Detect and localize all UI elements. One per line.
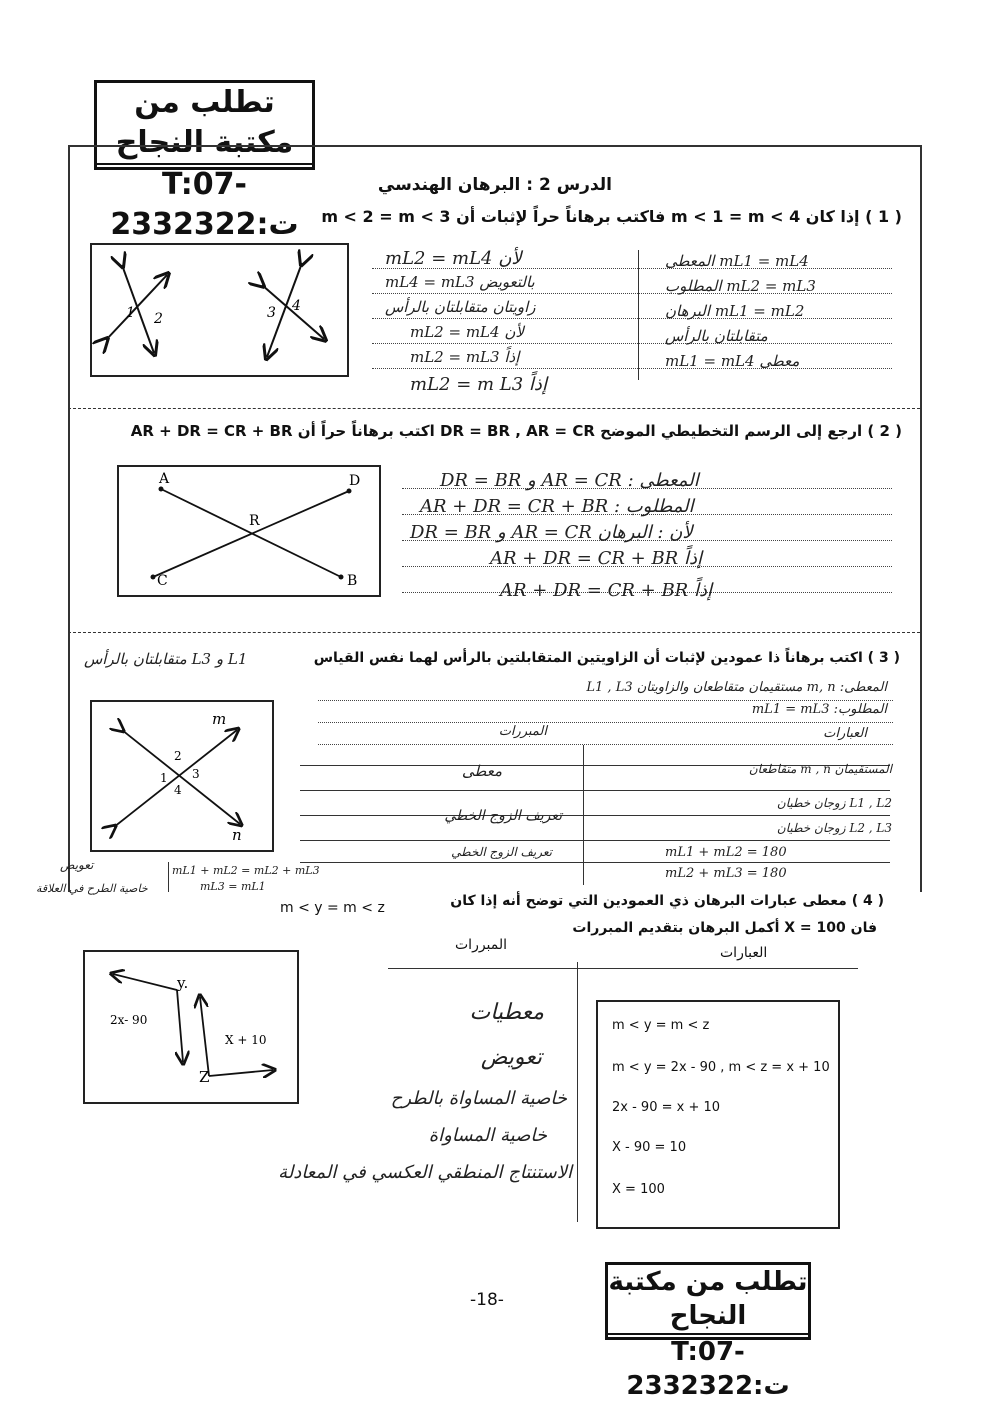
q3-line: تعريف الزوج الخطي — [444, 808, 562, 824]
q4-prompt-line1: ( 4 ) معطى عبارات البرهان ذي العمودين التي توضح أنه إذا كان — [450, 893, 884, 909]
q1-answer-right: متقابلتان بالرأس — [665, 327, 768, 345]
q3-angle-2: 2 — [174, 749, 182, 763]
angle-label-3: 3 — [267, 305, 276, 321]
q1-dotline — [372, 318, 892, 319]
q3-angle-3: 3 — [192, 767, 200, 781]
q4-reason: معطيات — [469, 1000, 544, 1025]
stamp-phone: T:07-2332322:ت — [110, 167, 299, 242]
q3-line: mL2 + mL3 = 180 — [665, 866, 787, 881]
point-R: R — [249, 513, 260, 529]
q4-reason: خاصية المساواة بالطرح — [390, 1088, 567, 1109]
q3-line: L2 , L3 زوجان خطيان — [776, 821, 892, 835]
q4-statement: m < y = m < z — [612, 1018, 710, 1033]
point-C: C — [157, 573, 168, 589]
q2-answer: AR + DR = CR + BR إذاً — [490, 548, 702, 569]
q3-line: L1 , L2 زوجان خطيان — [776, 796, 892, 810]
q1-prompt: ( 1 ) إذا كان m < 1 = m < 4 فاكتب برهاناً حراً لإثبات أن m < 2 = m < 3 — [321, 207, 902, 226]
q4-figure — [83, 950, 299, 1104]
q1-separator — [68, 408, 920, 409]
q4-statements-box — [596, 1000, 840, 1229]
q1-answer-right: المعطى mL1 = mL4 — [665, 252, 809, 270]
q3-line: المستقيمان m , n متقاطعان — [748, 762, 892, 776]
q4-reason: تعويض — [480, 1045, 542, 1070]
angle-label-2: 2 — [154, 311, 163, 327]
q3-angle-1: 1 — [160, 771, 168, 785]
q1-dotline — [372, 368, 892, 369]
q1-figure — [90, 243, 349, 377]
q1-answer-left: زاويتان متقابلتان بالرأس — [385, 298, 536, 316]
q4-label-left: 2x- 90 — [110, 1013, 148, 1027]
q4-label-right: X + 10 — [225, 1033, 267, 1047]
line-n: n — [232, 826, 242, 844]
q1-column-divider — [638, 250, 639, 380]
q1-answer-right: mL1 = mL4 معطى — [665, 352, 800, 370]
angle-label-1: 1 — [126, 305, 135, 321]
angle-label-4: 4 — [292, 298, 301, 314]
q3-margin-note: mL1 + mL2 = mL2 + mL3 — [172, 864, 320, 877]
page-number: -18- — [470, 1290, 504, 1310]
q4-statement: X = 100 — [612, 1182, 665, 1197]
q2-answer: DR = BR و AR = CR : المعطى — [440, 470, 699, 491]
q1-dotline — [372, 343, 892, 344]
q3-line: معطى — [461, 762, 502, 780]
q2-answer: AR + DR = CR + BR إذاً — [500, 580, 712, 601]
q4-header-rule — [388, 968, 858, 969]
q1-answer-right: المطلوب mL2 = mL3 — [665, 277, 816, 295]
q3-margin-note: mL3 = mL1 — [200, 880, 266, 893]
q3-side-note: L1 و L3 متقابلتان بالرأس — [84, 650, 248, 668]
point-D: D — [349, 473, 361, 489]
q2-answer: AR + DR = CR + BR : المطلوب — [420, 496, 694, 517]
q3-rule — [300, 815, 890, 816]
q1-answer-left: mL4 = mL3 بالتعويض — [385, 273, 535, 291]
q4-statement: 2x - 90 = x + 10 — [612, 1100, 721, 1115]
q4-given: m < y = m < z — [280, 900, 385, 916]
q1-answer-left: mL2 = mL3 إذاً — [410, 348, 520, 366]
q1-diagram — [92, 245, 347, 375]
stamp-name: تطلب من مكتبة النجاح — [97, 83, 312, 165]
point-B: B — [347, 573, 358, 589]
q2-answer: DR = BR و AR = CR لأن : البرهان — [410, 522, 693, 543]
q1-answer-left: mL2 = mL4 لأن — [410, 323, 524, 341]
q2-diagram — [119, 467, 379, 595]
q4-prompt-line2: فان X = 100 أكمل البرهان بتقديم المبررات — [572, 920, 877, 936]
q3-line: العبارات — [823, 726, 867, 741]
q3-diagram — [92, 702, 272, 850]
q3-line: المطلوب: mL1 = mL3 — [751, 702, 887, 717]
q4-label-z: Z — [199, 1068, 210, 1086]
q3-prompt: ( 3 ) اكتب برهاناً ذا عمودين لإثبات أن الزاويتين المتقابلتين بالرأس لهما نفس القياس — [313, 650, 900, 666]
q3-figure — [90, 700, 274, 852]
q2-separator — [68, 632, 920, 633]
q3-margin-note: تعويض — [60, 858, 94, 872]
q3-line: تعريف الزوج الخطي — [451, 845, 552, 859]
stamp-name: تطلب من مكتبة النجاح — [608, 1265, 808, 1335]
q3-rule — [300, 840, 890, 841]
q3-margin-bracket — [168, 862, 169, 892]
q2-prompt: ( 2 ) ارجع إلى الرسم التخطيطي الموضح DR = BR , AR = CR اكتب برهاناً حراً أن AR + DR = CR + BR — [130, 422, 902, 440]
q1-answer-left: mL2 = mL4 لأن — [385, 248, 522, 269]
q1-answer-right: البرهان mL1 = mL2 — [665, 302, 805, 320]
q3-line: المعطى: m, n مستقيمان متقاطعان والزاويتان L1 , L3 — [586, 680, 887, 695]
q4-diagram — [85, 952, 297, 1102]
q2-figure — [117, 465, 381, 597]
q3-rule — [300, 790, 890, 791]
q4-reason: خاصية المساواة — [428, 1125, 547, 1146]
q4-col-statements: العبارات — [720, 945, 768, 961]
line-m: m — [212, 710, 227, 728]
q4-reason: الاستنتاج المنطقي العكسي في المعادلة — [278, 1162, 572, 1183]
library-stamp-bottom — [605, 1262, 811, 1401]
q4-column-divider — [577, 962, 578, 1222]
stamp-phone: T:07-2332322:ت — [626, 1337, 790, 1401]
q1-conclusion: mL2 = m L3 إذاً — [410, 374, 547, 395]
q3-margin-note: خاصية الطرح في العلاقة — [36, 882, 148, 895]
q4-statement: m < y = 2x - 90 , m < z = x + 10 — [612, 1060, 830, 1075]
q3-dotline — [318, 700, 893, 701]
q3-angle-4: 4 — [174, 783, 182, 797]
q4-label-y: y. — [177, 974, 189, 992]
q3-line: المبررات — [498, 724, 547, 739]
q4-statement: X - 90 = 10 — [612, 1140, 687, 1155]
lesson-title: الدرس 2 : البرهان الهندسي — [377, 175, 612, 195]
q3-dotline — [318, 722, 893, 723]
point-A: A — [159, 471, 170, 487]
q3-dotline — [318, 744, 893, 745]
q3-line: mL1 + mL2 = 180 — [665, 845, 787, 860]
q4-col-reasons: المبررات — [455, 937, 508, 953]
q3-rule — [300, 862, 890, 863]
